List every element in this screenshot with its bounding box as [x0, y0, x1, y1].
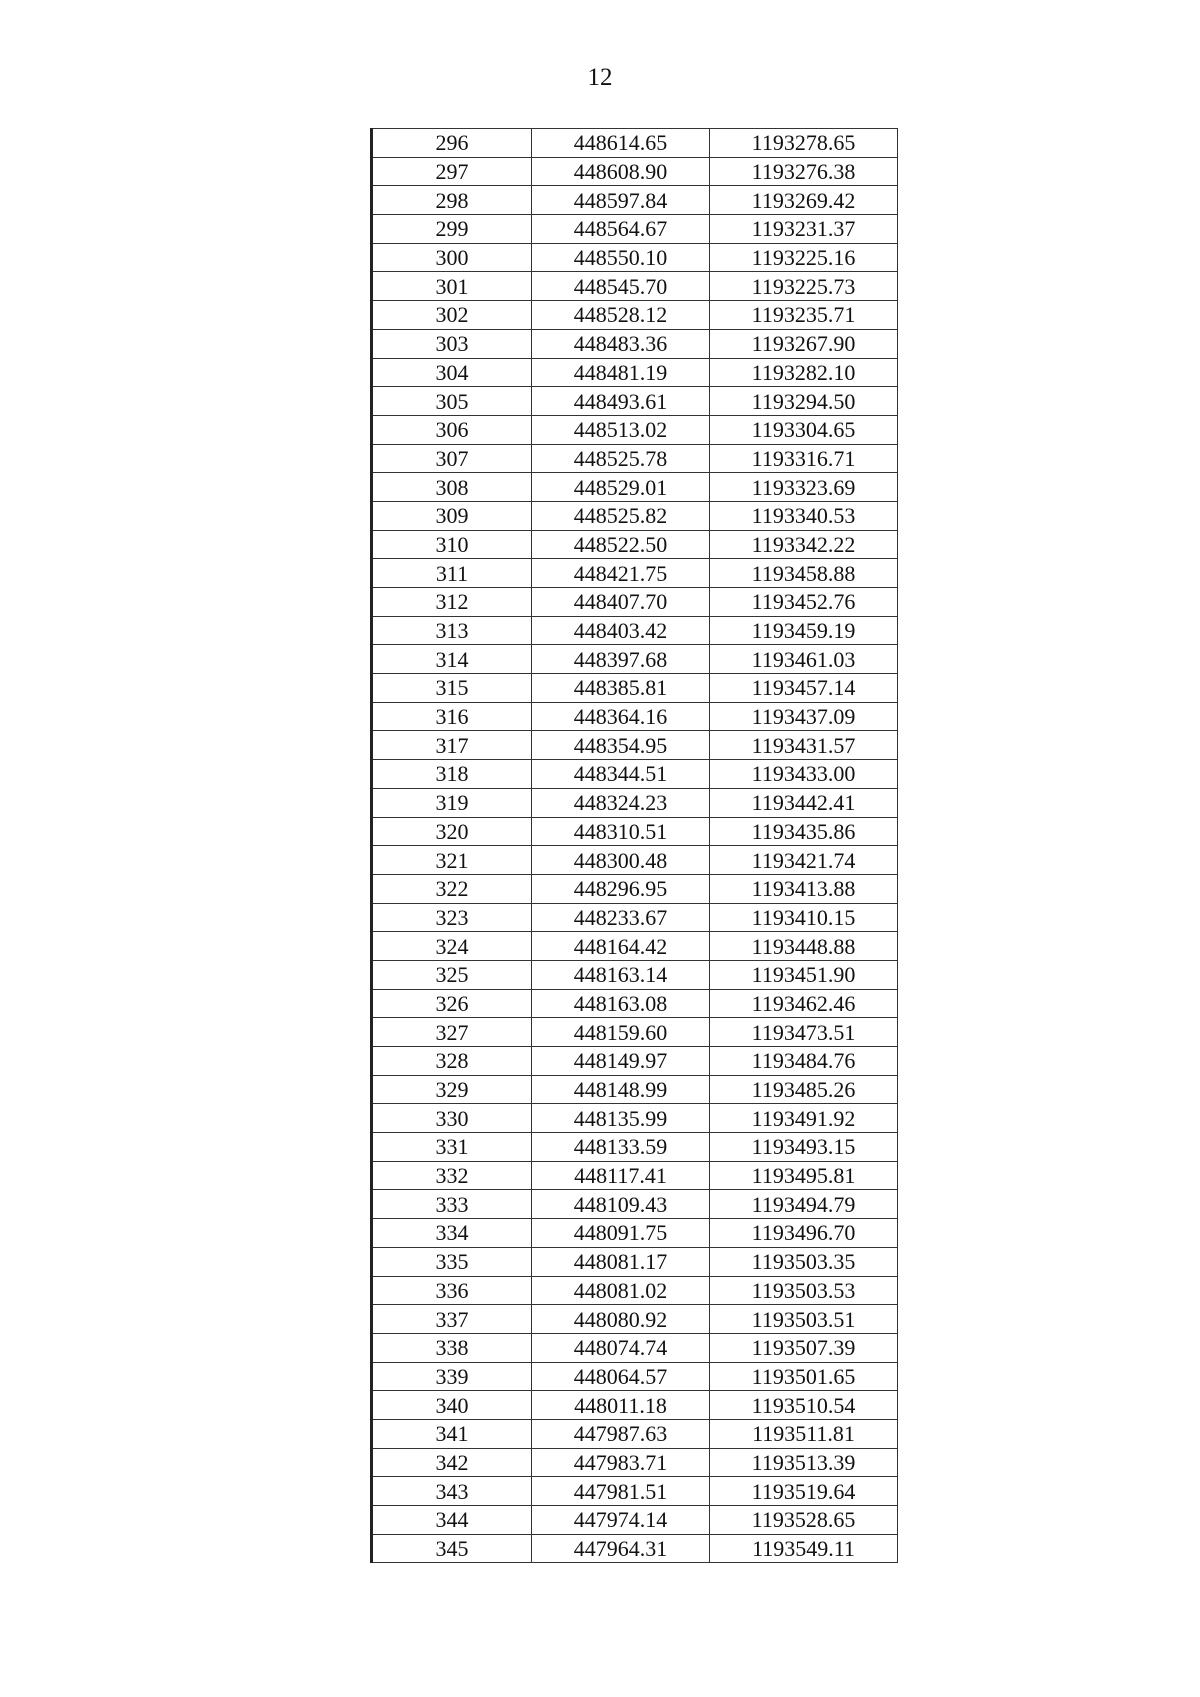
x-coordinate-cell: 448233.67 [532, 903, 710, 932]
table-row [372, 588, 898, 617]
x-coordinate-cell: 448364.16 [532, 702, 710, 731]
point-number-cell: 335 [372, 1247, 532, 1276]
table-row [372, 1419, 898, 1448]
x-coordinate-cell: 448163.08 [532, 989, 710, 1018]
x-coordinate-cell: 448597.84 [532, 186, 710, 215]
point-number-cell: 331 [372, 1133, 532, 1162]
x-coordinate-cell: 447964.31 [532, 1534, 710, 1563]
table-row [372, 817, 898, 846]
x-coordinate-cell: 448493.61 [532, 387, 710, 416]
y-coordinate-cell: 1193496.70 [710, 1219, 898, 1248]
table-row [372, 444, 898, 473]
table-row [372, 530, 898, 559]
x-coordinate-cell: 448483.36 [532, 329, 710, 358]
table-row [372, 846, 898, 875]
y-coordinate-cell: 1193437.09 [710, 702, 898, 731]
point-number-cell: 341 [372, 1419, 532, 1448]
table-row [372, 1018, 898, 1047]
y-coordinate-cell: 1193410.15 [710, 903, 898, 932]
point-number-cell: 329 [372, 1075, 532, 1104]
point-number-cell: 334 [372, 1219, 532, 1248]
y-coordinate-cell: 1193413.88 [710, 874, 898, 903]
x-coordinate-cell: 448421.75 [532, 559, 710, 588]
table-row [372, 960, 898, 989]
table-row [372, 1477, 898, 1506]
x-coordinate-cell: 448529.01 [532, 473, 710, 502]
point-number-cell: 344 [372, 1506, 532, 1535]
point-number-cell: 313 [372, 616, 532, 645]
y-coordinate-cell: 1193225.16 [710, 243, 898, 272]
x-coordinate-cell: 448163.14 [532, 960, 710, 989]
coordinates-table-body [372, 129, 898, 1563]
point-number-cell: 328 [372, 1047, 532, 1076]
y-coordinate-cell: 1193458.88 [710, 559, 898, 588]
page-number: 12 [587, 64, 613, 91]
y-coordinate-cell: 1193231.37 [710, 215, 898, 244]
x-coordinate-cell: 448080.92 [532, 1305, 710, 1334]
x-coordinate-cell: 448091.75 [532, 1219, 710, 1248]
x-coordinate-cell: 448513.02 [532, 415, 710, 444]
table-row [372, 387, 898, 416]
y-coordinate-cell: 1193459.19 [710, 616, 898, 645]
table-row [372, 903, 898, 932]
table-row [372, 1161, 898, 1190]
y-coordinate-cell: 1193513.39 [710, 1448, 898, 1477]
x-coordinate-cell: 448397.68 [532, 645, 710, 674]
point-number-cell: 315 [372, 674, 532, 703]
y-coordinate-cell: 1193342.22 [710, 530, 898, 559]
y-coordinate-cell: 1193510.54 [710, 1391, 898, 1420]
point-number-cell: 325 [372, 960, 532, 989]
x-coordinate-cell: 448135.99 [532, 1104, 710, 1133]
y-coordinate-cell: 1193340.53 [710, 501, 898, 530]
x-coordinate-cell: 448528.12 [532, 301, 710, 330]
x-coordinate-cell: 448074.74 [532, 1333, 710, 1362]
y-coordinate-cell: 1193316.71 [710, 444, 898, 473]
table-row [372, 215, 898, 244]
table-row [372, 1104, 898, 1133]
x-coordinate-cell: 448344.51 [532, 760, 710, 789]
point-number-cell: 326 [372, 989, 532, 1018]
y-coordinate-cell: 1193495.81 [710, 1161, 898, 1190]
x-coordinate-cell: 448164.42 [532, 932, 710, 961]
point-number-cell: 300 [372, 243, 532, 272]
table-row [372, 731, 898, 760]
table-row [372, 874, 898, 903]
table-row [372, 329, 898, 358]
table-row [372, 788, 898, 817]
table-row [372, 501, 898, 530]
table-row [372, 1219, 898, 1248]
x-coordinate-cell: 448545.70 [532, 272, 710, 301]
table-row [372, 272, 898, 301]
y-coordinate-cell: 1193484.76 [710, 1047, 898, 1076]
point-number-cell: 299 [372, 215, 532, 244]
x-coordinate-cell: 448385.81 [532, 674, 710, 703]
x-coordinate-cell: 447983.71 [532, 1448, 710, 1477]
table-row [372, 473, 898, 502]
table-row [372, 301, 898, 330]
y-coordinate-cell: 1193278.65 [710, 129, 898, 158]
point-number-cell: 320 [372, 817, 532, 846]
coordinates-table [370, 128, 898, 1563]
y-coordinate-cell: 1193494.79 [710, 1190, 898, 1219]
x-coordinate-cell: 448300.48 [532, 846, 710, 875]
coordinates-table-container [370, 128, 896, 1563]
y-coordinate-cell: 1193433.00 [710, 760, 898, 789]
y-coordinate-cell: 1193503.35 [710, 1247, 898, 1276]
x-coordinate-cell: 448481.19 [532, 358, 710, 387]
point-number-cell: 339 [372, 1362, 532, 1391]
table-row [372, 559, 898, 588]
y-coordinate-cell: 1193323.69 [710, 473, 898, 502]
y-coordinate-cell: 1193493.15 [710, 1133, 898, 1162]
point-number-cell: 316 [372, 702, 532, 731]
y-coordinate-cell: 1193485.26 [710, 1075, 898, 1104]
table-row [372, 932, 898, 961]
table-row [372, 989, 898, 1018]
y-coordinate-cell: 1193503.53 [710, 1276, 898, 1305]
y-coordinate-cell: 1193507.39 [710, 1333, 898, 1362]
x-coordinate-cell: 448550.10 [532, 243, 710, 272]
table-row [372, 1047, 898, 1076]
point-number-cell: 342 [372, 1448, 532, 1477]
point-number-cell: 302 [372, 301, 532, 330]
table-row [372, 702, 898, 731]
y-coordinate-cell: 1193451.90 [710, 960, 898, 989]
x-coordinate-cell: 448081.02 [532, 1276, 710, 1305]
y-coordinate-cell: 1193442.41 [710, 788, 898, 817]
y-coordinate-cell: 1193225.73 [710, 272, 898, 301]
table-row [372, 1448, 898, 1477]
table-row [372, 1362, 898, 1391]
x-coordinate-cell: 448117.41 [532, 1161, 710, 1190]
x-coordinate-cell: 448324.23 [532, 788, 710, 817]
y-coordinate-cell: 1193421.74 [710, 846, 898, 875]
x-coordinate-cell: 448525.82 [532, 501, 710, 530]
point-number-cell: 309 [372, 501, 532, 530]
x-coordinate-cell: 448159.60 [532, 1018, 710, 1047]
x-coordinate-cell: 447974.14 [532, 1506, 710, 1535]
table-row [372, 1391, 898, 1420]
point-number-cell: 332 [372, 1161, 532, 1190]
x-coordinate-cell: 448064.57 [532, 1362, 710, 1391]
point-number-cell: 340 [372, 1391, 532, 1420]
table-row [372, 129, 898, 158]
x-coordinate-cell: 448403.42 [532, 616, 710, 645]
point-number-cell: 327 [372, 1018, 532, 1047]
y-coordinate-cell: 1193431.57 [710, 731, 898, 760]
y-coordinate-cell: 1193462.46 [710, 989, 898, 1018]
y-coordinate-cell: 1193511.81 [710, 1419, 898, 1448]
table-row [372, 243, 898, 272]
x-coordinate-cell: 448296.95 [532, 874, 710, 903]
table-row [372, 1333, 898, 1362]
point-number-cell: 298 [372, 186, 532, 215]
x-coordinate-cell: 448354.95 [532, 731, 710, 760]
table-row [372, 1534, 898, 1563]
y-coordinate-cell: 1193519.64 [710, 1477, 898, 1506]
table-row [372, 157, 898, 186]
y-coordinate-cell: 1193294.50 [710, 387, 898, 416]
y-coordinate-cell: 1193473.51 [710, 1018, 898, 1047]
table-row [372, 616, 898, 645]
point-number-cell: 305 [372, 387, 532, 416]
point-number-cell: 323 [372, 903, 532, 932]
table-row [372, 1305, 898, 1334]
x-coordinate-cell: 448149.97 [532, 1047, 710, 1076]
table-row [372, 1506, 898, 1535]
table-row [372, 645, 898, 674]
point-number-cell: 304 [372, 358, 532, 387]
table-row [372, 1247, 898, 1276]
point-number-cell: 308 [372, 473, 532, 502]
table-row [372, 186, 898, 215]
x-coordinate-cell: 448608.90 [532, 157, 710, 186]
table-row [372, 1190, 898, 1219]
x-coordinate-cell: 447987.63 [532, 1419, 710, 1448]
point-number-cell: 319 [372, 788, 532, 817]
point-number-cell: 337 [372, 1305, 532, 1334]
point-number-cell: 301 [372, 272, 532, 301]
point-number-cell: 297 [372, 157, 532, 186]
y-coordinate-cell: 1193435.86 [710, 817, 898, 846]
x-coordinate-cell: 448614.65 [532, 129, 710, 158]
point-number-cell: 306 [372, 415, 532, 444]
y-coordinate-cell: 1193269.42 [710, 186, 898, 215]
x-coordinate-cell: 448407.70 [532, 588, 710, 617]
point-number-cell: 333 [372, 1190, 532, 1219]
x-coordinate-cell: 448525.78 [532, 444, 710, 473]
point-number-cell: 314 [372, 645, 532, 674]
x-coordinate-cell: 448310.51 [532, 817, 710, 846]
table-row [372, 1276, 898, 1305]
point-number-cell: 312 [372, 588, 532, 617]
x-coordinate-cell: 448133.59 [532, 1133, 710, 1162]
table-row [372, 358, 898, 387]
point-number-cell: 321 [372, 846, 532, 875]
point-number-cell: 338 [372, 1333, 532, 1362]
point-number-cell: 317 [372, 731, 532, 760]
x-coordinate-cell: 448148.99 [532, 1075, 710, 1104]
table-row [372, 1075, 898, 1104]
point-number-cell: 310 [372, 530, 532, 559]
point-number-cell: 296 [372, 129, 532, 158]
point-number-cell: 324 [372, 932, 532, 961]
y-coordinate-cell: 1193528.65 [710, 1506, 898, 1535]
y-coordinate-cell: 1193549.11 [710, 1534, 898, 1563]
y-coordinate-cell: 1193304.65 [710, 415, 898, 444]
point-number-cell: 322 [372, 874, 532, 903]
point-number-cell: 336 [372, 1276, 532, 1305]
y-coordinate-cell: 1193276.38 [710, 157, 898, 186]
y-coordinate-cell: 1193282.10 [710, 358, 898, 387]
table-row [372, 674, 898, 703]
point-number-cell: 303 [372, 329, 532, 358]
y-coordinate-cell: 1193235.71 [710, 301, 898, 330]
x-coordinate-cell: 448081.17 [532, 1247, 710, 1276]
y-coordinate-cell: 1193503.51 [710, 1305, 898, 1334]
x-coordinate-cell: 448522.50 [532, 530, 710, 559]
y-coordinate-cell: 1193501.65 [710, 1362, 898, 1391]
point-number-cell: 307 [372, 444, 532, 473]
point-number-cell: 345 [372, 1534, 532, 1563]
x-coordinate-cell: 448011.18 [532, 1391, 710, 1420]
y-coordinate-cell: 1193267.90 [710, 329, 898, 358]
point-number-cell: 311 [372, 559, 532, 588]
point-number-cell: 330 [372, 1104, 532, 1133]
point-number-cell: 343 [372, 1477, 532, 1506]
table-row [372, 1133, 898, 1162]
y-coordinate-cell: 1193457.14 [710, 674, 898, 703]
table-row [372, 415, 898, 444]
x-coordinate-cell: 447981.51 [532, 1477, 710, 1506]
y-coordinate-cell: 1193461.03 [710, 645, 898, 674]
y-coordinate-cell: 1193452.76 [710, 588, 898, 617]
y-coordinate-cell: 1193448.88 [710, 932, 898, 961]
table-row [372, 760, 898, 789]
y-coordinate-cell: 1193491.92 [710, 1104, 898, 1133]
point-number-cell: 318 [372, 760, 532, 789]
x-coordinate-cell: 448564.67 [532, 215, 710, 244]
x-coordinate-cell: 448109.43 [532, 1190, 710, 1219]
